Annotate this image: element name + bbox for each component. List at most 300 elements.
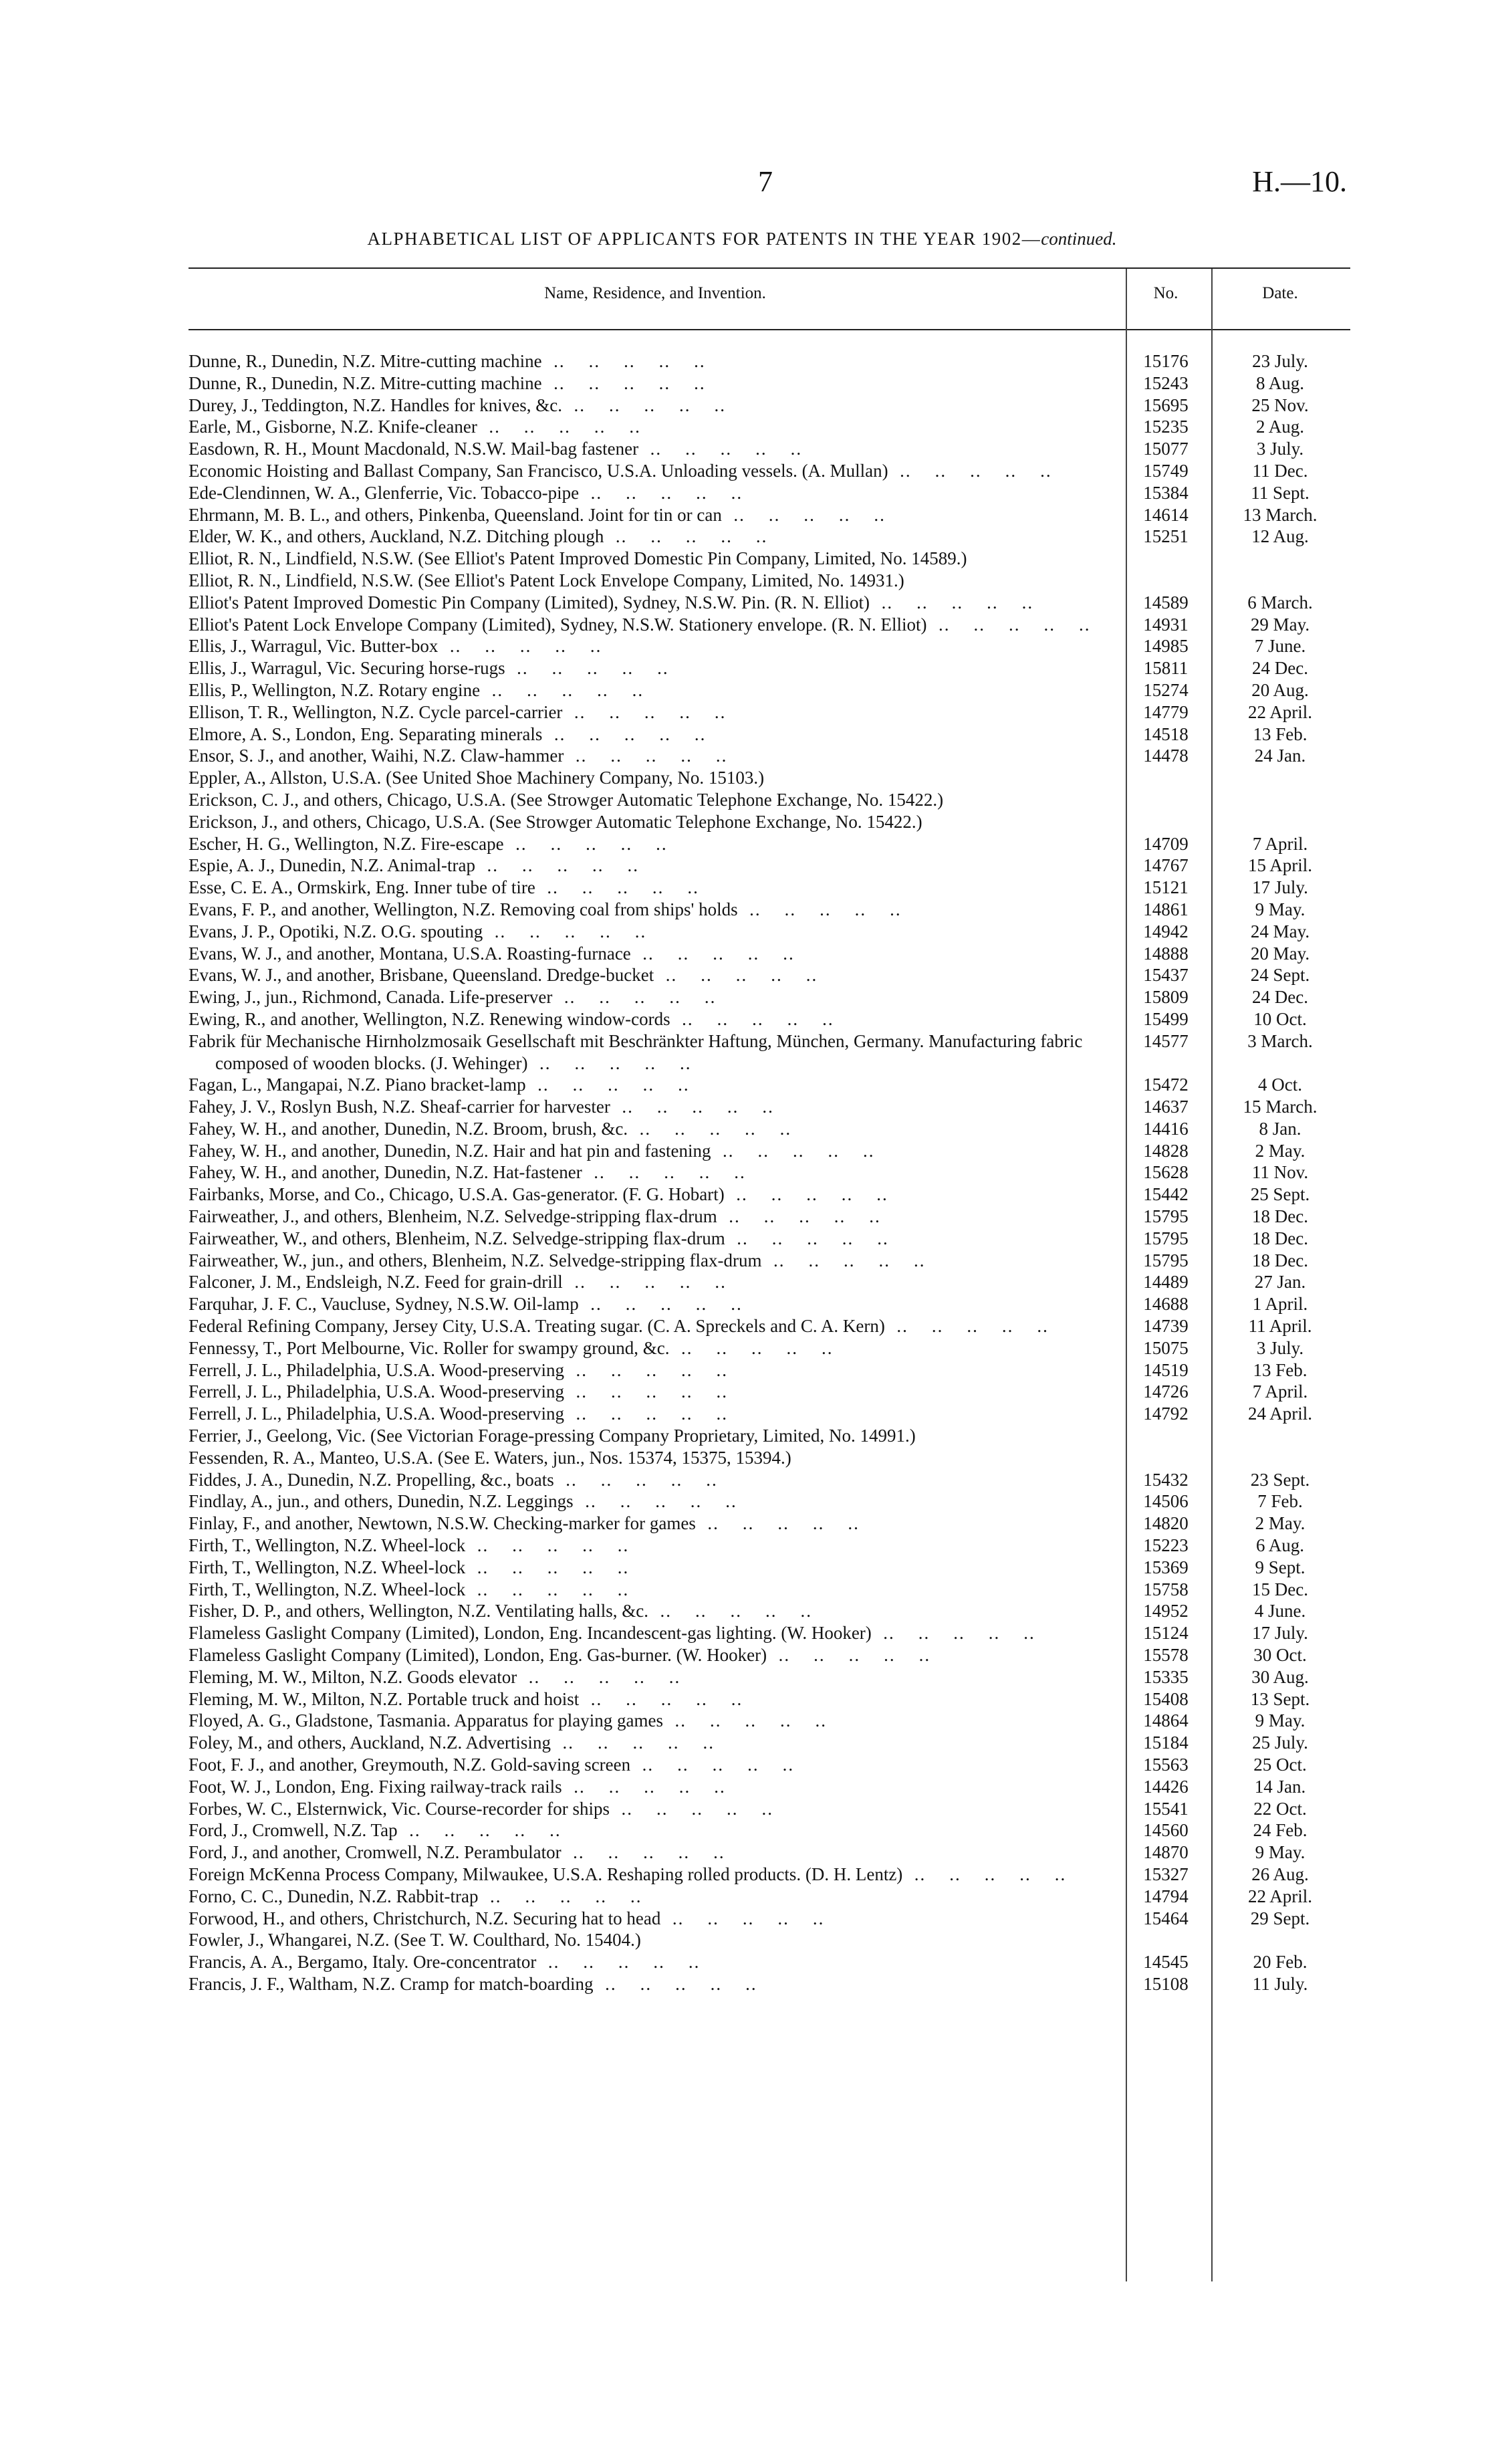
entry-name: Earle, M., Gisborne, N.Z. Knife-cleaner .. <box>189 416 1112 438</box>
entry-date: 4 Oct. <box>1258 1075 1302 1095</box>
entry-date: 24 May. <box>1250 921 1310 941</box>
applicant-list <box>189 350 1350 1995</box>
entry-number: 15628 <box>1143 1162 1189 1183</box>
entry-name: Fennessy, T., Port Melbourne, Vic. Roller for swampy ground, &c. .. <box>189 1337 1112 1359</box>
entry-name: Ferrell, J. L., Philadelphia, U.S.A. Wood-preserving .. <box>189 1381 1112 1403</box>
entry-name-cell <box>189 1293 1122 1315</box>
entry-date: 24 Dec. <box>1252 658 1308 679</box>
entry-number: 14792 <box>1143 1404 1189 1424</box>
entry-number <box>1122 1425 1210 1447</box>
entry-name-cell <box>189 1228 1122 1250</box>
entry-date: 13 Sept. <box>1250 1688 1310 1709</box>
list-item <box>189 526 1350 548</box>
entry-date: 20 Feb. <box>1253 1952 1308 1973</box>
entry-name-cell <box>189 1622 1122 1644</box>
entry-number: 14952 <box>1143 1601 1189 1621</box>
entry-number: 14820 <box>1143 1513 1189 1534</box>
list-item <box>189 1074 1350 1096</box>
entry-name: Elmore, A. S., London, Eng. Separating minerals .. <box>189 723 1112 746</box>
entry-number: 14779 <box>1143 701 1189 722</box>
entry-name-cell <box>189 1973 1122 1995</box>
entry-number: 14506 <box>1143 1491 1189 1512</box>
entry-number: 14478 <box>1143 746 1189 766</box>
entry-name: Esse, C. E. A., Ormskirk, Eng. Inner tube of tire .. <box>189 877 1112 899</box>
entry-number: 14739 <box>1143 1316 1189 1337</box>
list-item <box>189 548 1350 570</box>
entry-date: 24 Jan. <box>1254 746 1306 766</box>
entry-name: Ellis, J., Warragul, Vic. Butter-box .. <box>189 635 1112 657</box>
entry-name: Fahey, W. H., and another, Dunedin, N.Z. Hair and hat pin and fastening .. <box>189 1140 1112 1162</box>
list-item <box>189 679 1350 701</box>
entry-name: Fleming, M. W., Milton, N.Z. Goods elevator .. <box>189 1666 1112 1688</box>
list-item <box>189 592 1350 614</box>
entry-number: 15384 <box>1143 482 1189 503</box>
list-item <box>189 1754 1350 1776</box>
entry-date: 2 Aug. <box>1255 417 1304 437</box>
entry-name: Ewing, J., jun., Richmond, Canada. Life-preserver .. <box>189 986 1112 1008</box>
list-item <box>189 1140 1350 1162</box>
entry-number: 14545 <box>1143 1952 1189 1973</box>
entry-number: 14519 <box>1143 1359 1189 1380</box>
entry-date: 15 March. <box>1243 1097 1318 1117</box>
list-item <box>189 723 1350 746</box>
entry-name-cell <box>189 372 1122 395</box>
entry-date: 11 Sept. <box>1251 482 1310 503</box>
entry-date: 3 March. <box>1247 1030 1313 1051</box>
entry-name: Ferrell, J. L., Philadelphia, U.S.A. Wood-preserving .. <box>189 1403 1112 1425</box>
entry-date: 8 Aug. <box>1255 372 1304 393</box>
list-item <box>189 372 1350 395</box>
entry-name-cell <box>189 1513 1122 1535</box>
entry-name-cell <box>189 1732 1122 1754</box>
entry-date: 15 Dec. <box>1252 1579 1308 1599</box>
entry-number: 15758 <box>1143 1579 1189 1599</box>
list-item <box>189 767 1350 789</box>
entry-number: 14767 <box>1143 855 1189 876</box>
entry-date: 9 May. <box>1255 1842 1306 1863</box>
list-item <box>189 745 1350 767</box>
entry-number: 14637 <box>1143 1097 1189 1117</box>
list-item <box>189 1579 1350 1601</box>
entry-number: 15335 <box>1143 1666 1189 1687</box>
entry-number: 14888 <box>1143 943 1189 964</box>
entry-name-cell <box>189 395 1122 417</box>
entry-number <box>1122 1447 1210 1469</box>
entry-date: 6 March. <box>1247 592 1313 612</box>
list-item <box>189 921 1350 943</box>
entry-date: 17 July. <box>1252 877 1308 898</box>
entry-name-cell <box>189 1184 1122 1206</box>
entry-name: Dunne, R., Dunedin, N.Z. Mitre-cutting machine .. <box>189 350 1112 372</box>
entry-date: 25 July. <box>1252 1732 1308 1753</box>
entry-name: Evans, F. P., and another, Wellington, N.Z. Removing coal from ships' holds .. <box>189 899 1112 921</box>
entry-name: Fessenden, R. A., Manteo, U.S.A. (See E. Waters, jun., Nos. 15374, 15375, 15394.) <box>189 1447 791 1468</box>
entry-date: 7 Feb. <box>1257 1491 1303 1512</box>
entry-name-cell <box>189 1096 1122 1118</box>
entry-name: Forbes, W. C., Elsternwick, Vic. Course-recorder for ships .. <box>189 1798 1112 1820</box>
entry-name: Ferrell, J. L., Philadelphia, U.S.A. Wood-preserving .. <box>189 1359 1112 1381</box>
entry-date <box>1210 1929 1350 1951</box>
entry-date <box>1210 811 1350 833</box>
entry-name-cell <box>189 1315 1122 1337</box>
entry-date: 17 July. <box>1252 1623 1308 1644</box>
entry-number: 15274 <box>1143 679 1189 700</box>
entry-name: Fleming, M. W., Milton, N.Z. Portable truck and hoist .. <box>189 1688 1112 1710</box>
entry-name: Evans, J. P., Opotiki, N.Z. O.G. spouting .. <box>189 921 1112 943</box>
entry-number: 15251 <box>1143 526 1189 547</box>
list-item <box>189 1008 1350 1030</box>
entry-number: 14614 <box>1143 504 1189 525</box>
entry-name: Fowler, J., Whangarei, N.Z. (See T. W. Coulthard, No. 15404.) <box>189 1930 641 1950</box>
entry-date: 13 Feb. <box>1253 723 1308 744</box>
entry-date: 29 Sept. <box>1250 1908 1310 1928</box>
entry-number: 15499 <box>1143 1008 1189 1029</box>
entry-number: 14828 <box>1143 1140 1189 1161</box>
entry-name-cell <box>189 767 1122 789</box>
entry-name: Ellis, P., Wellington, N.Z. Rotary engine .. <box>189 679 1112 701</box>
entry-date: 24 April. <box>1247 1404 1312 1424</box>
entry-name-cell <box>189 504 1122 526</box>
entry-name-cell <box>189 833 1122 855</box>
entry-name-cell <box>189 526 1122 548</box>
entry-name: Foley, M., and others, Auckland, N.Z. Advertising .. <box>189 1732 1112 1754</box>
entry-date: 24 Sept. <box>1250 965 1310 986</box>
entry-name-cell <box>189 1469 1122 1491</box>
column-header-name: Name, Residence, and Invention. <box>544 284 766 302</box>
entry-name: Fagan, L., Mangapai, N.Z. Piano bracket-lamp .. <box>189 1074 1112 1096</box>
list-item <box>189 1798 1350 1820</box>
entry-name-cell <box>189 416 1122 438</box>
entry-date: 13 Feb. <box>1253 1359 1308 1380</box>
entry-name: Erickson, C. J., and others, Chicago, U.S.A. (See Strowger Automatic Telephone Exchange, No. 15422.) <box>189 789 944 810</box>
entry-name-cell <box>189 1250 1122 1272</box>
list-item <box>189 1908 1350 1930</box>
entry-name: Elliot's Patent Lock Envelope Company (Limited), Sydney, N.S.W. Stationery envelope. (R. N. Elliot) .. <box>189 614 1112 636</box>
entry-name-cell <box>189 1776 1122 1798</box>
list-item <box>189 1732 1350 1754</box>
list-item <box>189 855 1350 877</box>
entry-name-cell <box>189 1908 1122 1930</box>
entry-name-cell <box>189 1074 1122 1096</box>
entry-date: 26 Aug. <box>1251 1864 1309 1884</box>
entry-name-cell <box>189 1600 1122 1622</box>
entry-date: 3 July. <box>1256 1337 1304 1358</box>
entry-name-cell <box>189 921 1122 943</box>
list-item <box>189 1403 1350 1425</box>
entry-date: 27 Jan. <box>1254 1272 1306 1293</box>
entry-date: 7 April. <box>1252 833 1308 854</box>
entry-number <box>1122 789 1210 811</box>
entry-number: 15795 <box>1143 1206 1189 1227</box>
entry-name: Foot, W. J., London, Eng. Fixing railway-track rails .. <box>189 1776 1112 1798</box>
entry-name-cell <box>189 1535 1122 1557</box>
entry-date: 9 May. <box>1255 899 1306 919</box>
entry-name: Ferrier, J., Geelong, Vic. (See Victorian Forage-pressing Company Proprietary, Limited, No. 14991.) <box>189 1426 916 1446</box>
entry-name: Farquhar, J. F. C., Vaucluse, Sydney, N.S.W. Oil-lamp .. <box>189 1293 1112 1315</box>
entry-date: 3 July. <box>1256 439 1304 459</box>
entry-date <box>1210 789 1350 811</box>
list-item <box>189 1710 1350 1732</box>
entry-name-cell <box>189 877 1122 899</box>
entry-name-cell <box>189 1403 1122 1425</box>
entry-date: 15 April. <box>1247 855 1312 876</box>
entry-number: 14864 <box>1143 1710 1189 1731</box>
column-header-date: Date. <box>1262 284 1298 302</box>
entry-number: 15124 <box>1143 1623 1189 1644</box>
list-item <box>189 1819 1350 1841</box>
entry-number: 15223 <box>1143 1535 1189 1556</box>
entry-number: 14985 <box>1143 636 1189 657</box>
list-item <box>189 986 1350 1008</box>
list-item <box>189 1161 1350 1184</box>
entry-name-cell <box>189 1140 1122 1162</box>
entry-name-cell <box>189 1819 1122 1841</box>
entry-name-cell <box>189 679 1122 701</box>
entry-name: Easdown, R. H., Mount Macdonald, N.S.W. Mail-bag fastener .. <box>189 438 1112 460</box>
entry-name: Ford, J., Cromwell, N.Z. Tap .. <box>189 1819 1112 1841</box>
entry-name: Firth, T., Wellington, N.Z. Wheel-lock .. <box>189 1557 1112 1579</box>
entry-number: 14560 <box>1143 1820 1189 1841</box>
list-item <box>189 877 1350 899</box>
page-title <box>187 229 1297 249</box>
entry-date: 24 Dec. <box>1252 987 1308 1008</box>
list-item <box>189 1293 1350 1315</box>
entry-name: Fisher, D. P., and others, Wellington, N.Z. Ventilating halls, &c. .. <box>189 1600 1112 1622</box>
entry-number: 15121 <box>1143 877 1189 898</box>
entry-number <box>1122 767 1210 789</box>
entry-number <box>1122 548 1210 570</box>
entry-number: 15408 <box>1143 1688 1189 1709</box>
list-item <box>189 1206 1350 1228</box>
entry-name-cell <box>189 899 1122 921</box>
list-item <box>189 943 1350 965</box>
entry-number: 15809 <box>1143 987 1189 1008</box>
list-item <box>189 1535 1350 1557</box>
entry-name: Fahey, J. V., Roslyn Bush, N.Z. Sheaf-carrier for harvester .. <box>189 1096 1112 1118</box>
entry-date: 2 May. <box>1255 1140 1306 1161</box>
entry-date <box>1210 548 1350 570</box>
entry-name-cell <box>189 1798 1122 1820</box>
entry-number: 14688 <box>1143 1294 1189 1315</box>
entry-number: 15235 <box>1143 417 1189 437</box>
entry-name: Fairweather, W., jun., and others, Blenheim, N.Z. Selvedge-stripping flax-drum .. <box>189 1250 1112 1272</box>
entry-number: 14942 <box>1143 921 1189 941</box>
entry-name: Elder, W. K., and others, Auckland, N.Z. Ditching plough .. <box>189 526 1112 548</box>
list-item <box>189 1666 1350 1688</box>
entry-date: 18 Dec. <box>1252 1228 1308 1248</box>
entry-name-cell <box>189 1161 1122 1184</box>
entry-name: Ford, J., and another, Cromwell, N.Z. Perambulator .. <box>189 1841 1112 1864</box>
entry-date: 25 Nov. <box>1251 395 1309 415</box>
entry-name-cell <box>189 1557 1122 1579</box>
entry-date: 1 April. <box>1252 1294 1308 1315</box>
list-item <box>189 1096 1350 1118</box>
list-item <box>189 1688 1350 1710</box>
entry-number: 15563 <box>1143 1755 1189 1775</box>
list-item <box>189 1864 1350 1886</box>
entry-number: 15184 <box>1143 1732 1189 1753</box>
entry-number: 14726 <box>1143 1381 1189 1402</box>
entry-name-cell <box>189 657 1122 679</box>
list-item <box>189 1622 1350 1644</box>
entry-name: Fabrik für Mechanische Hirnholzmosaik Gesellschaft mit Beschränkter Haftung, München, Germany. Manufacturing fabric composed of wooden blocks. (J. Wehinger) .. <box>189 1030 1112 1075</box>
entry-date <box>1210 767 1350 789</box>
list-item <box>189 657 1350 679</box>
entry-number: 15176 <box>1143 351 1189 371</box>
entry-number: 15075 <box>1143 1337 1189 1358</box>
entry-name-cell <box>189 1447 1122 1469</box>
entry-name-cell <box>189 1644 1122 1666</box>
entry-date: 13 March. <box>1243 504 1318 525</box>
entry-number: 15541 <box>1143 1798 1189 1819</box>
entry-name: Elliot, R. N., Lindfield, N.S.W. (See Elliot's Patent Improved Domestic Pin Company, Limited, No. 14589.) <box>189 548 967 569</box>
entry-date: 11 Nov. <box>1251 1162 1309 1183</box>
entry-name-cell <box>189 1710 1122 1732</box>
header-bottom-rule <box>189 329 1350 330</box>
entry-name: Economic Hoisting and Ballast Company, San Francisco, U.S.A. Unloading vessels. (A. Mullan) .. <box>189 460 1112 482</box>
entry-name-cell <box>189 570 1122 592</box>
entry-date: 22 April. <box>1247 701 1312 722</box>
entry-number: 15077 <box>1143 439 1189 459</box>
entry-date: 8 Jan. <box>1259 1118 1301 1139</box>
entry-name: Fahey, W. H., and another, Dunedin, N.Z. Hat-fastener .. <box>189 1161 1112 1184</box>
entry-name-cell <box>189 460 1122 482</box>
entry-name: Elliot's Patent Improved Domestic Pin Company (Limited), Sydney, N.S.W. Pin. (R. N. Elliot) .. <box>189 592 1112 614</box>
list-item <box>189 1841 1350 1864</box>
entry-name: Forno, C. C., Dunedin, N.Z. Rabbit-trap .. <box>189 1886 1112 1908</box>
entry-date: 24 Feb. <box>1253 1820 1308 1841</box>
entry-name-cell <box>189 350 1122 372</box>
entry-name-cell <box>189 943 1122 965</box>
list-item <box>189 1118 1350 1140</box>
entry-name-cell <box>189 1490 1122 1513</box>
entry-name: Eppler, A., Allston, U.S.A. (See United Shoe Machinery Company, No. 15103.) <box>189 768 765 788</box>
entry-date: 11 Dec. <box>1252 460 1308 481</box>
entry-name-cell <box>189 1579 1122 1601</box>
entry-number: 15811 <box>1143 658 1189 679</box>
entry-name: Firth, T., Wellington, N.Z. Wheel-lock .. <box>189 1535 1112 1557</box>
entry-name-cell <box>189 1666 1122 1688</box>
entry-name: Espie, A. J., Dunedin, N.Z. Animal-trap .. <box>189 855 1112 877</box>
entry-date: 22 April. <box>1247 1886 1312 1906</box>
list-item <box>189 504 1350 526</box>
entry-name-cell <box>189 1381 1122 1403</box>
entry-name-cell <box>189 614 1122 636</box>
list-item <box>189 1315 1350 1337</box>
entry-name-cell <box>189 1864 1122 1886</box>
list-item <box>189 1951 1350 1973</box>
entry-date: 11 April. <box>1248 1316 1312 1337</box>
entry-name-cell <box>189 1886 1122 1908</box>
entry-name: Evans, W. J., and another, Montana, U.S.A. Roasting-furnace .. <box>189 943 1112 965</box>
entry-name: Fairweather, J., and others, Blenheim, N.Z. Selvedge-stripping flax-drum .. <box>189 1206 1112 1228</box>
entry-name: Firth, T., Wellington, N.Z. Wheel-lock .. <box>189 1579 1112 1601</box>
entry-date: 11 July. <box>1252 1973 1308 1994</box>
entry-number: 15472 <box>1143 1075 1189 1095</box>
entry-name: Erickson, J., and others, Chicago, U.S.A. (See Strowger Automatic Telephone Exchange, No. 15422.) <box>189 811 922 832</box>
entry-number: 15695 <box>1143 395 1189 415</box>
entry-name: Fairbanks, Morse, and Co., Chicago, U.S.A. Gas-generator. (F. G. Hobart) .. <box>189 1184 1112 1206</box>
list-item <box>189 701 1350 723</box>
entry-name: Foot, F. J., and another, Greymouth, N.Z. Gold-saving screen .. <box>189 1754 1112 1776</box>
entry-name: Ehrmann, M. B. L., and others, Pinkenba, Queensland. Joint for tin or can .. <box>189 504 1112 526</box>
column-header-no: No. <box>1153 284 1178 302</box>
entry-date: 4 June. <box>1254 1601 1306 1621</box>
entry-number: 15437 <box>1143 965 1189 986</box>
list-item <box>189 635 1350 657</box>
entry-date: 12 Aug. <box>1251 526 1309 547</box>
entry-number: 15749 <box>1143 460 1189 481</box>
list-item <box>189 1381 1350 1403</box>
entry-name-cell <box>189 635 1122 657</box>
entry-name-cell <box>189 1929 1122 1951</box>
entry-date: 6 Aug. <box>1255 1535 1304 1556</box>
entry-name: Finlay, F., and another, Newtown, N.S.W. Checking-marker for games .. <box>189 1513 1112 1535</box>
entry-number: 14416 <box>1143 1118 1189 1139</box>
entry-number: 14589 <box>1143 592 1189 612</box>
list-item <box>189 1359 1350 1381</box>
list-item <box>189 1776 1350 1798</box>
entry-date <box>1210 1425 1350 1447</box>
list-item <box>189 1557 1350 1579</box>
entry-name: Flameless Gaslight Company (Limited), London, Eng. Incandescent-gas lighting. (W. Hooker) .. <box>189 1622 1112 1644</box>
entry-number: 15108 <box>1143 1973 1189 1994</box>
entry-name: Findlay, A., jun., and others, Dunedin, N.Z. Leggings .. <box>189 1490 1112 1513</box>
list-item <box>189 1973 1350 1995</box>
entry-name: Federal Refining Company, Jersey City, U.S.A. Treating sugar. (C. A. Spreckels and C. A. Kern) .. <box>189 1315 1112 1337</box>
entry-name-cell <box>189 1688 1122 1710</box>
entry-number: 15243 <box>1143 372 1189 393</box>
list-item <box>189 438 1350 460</box>
entry-name: Falconer, J. M., Endsleigh, N.Z. Feed for grain-drill .. <box>189 1271 1112 1293</box>
entry-number <box>1122 1929 1210 1951</box>
list-item <box>189 614 1350 636</box>
entry-number: 15442 <box>1143 1184 1189 1205</box>
entry-name: Fahey, W. H., and another, Dunedin, N.Z. Broom, brush, &c. .. <box>189 1118 1112 1140</box>
entry-number: 14709 <box>1143 833 1189 854</box>
entry-date: 18 Dec. <box>1252 1250 1308 1270</box>
entry-name: Durey, J., Teddington, N.Z. Handles for knives, &c. .. <box>189 395 1112 417</box>
entry-name-cell <box>189 811 1122 833</box>
list-item <box>189 395 1350 417</box>
entry-name-cell <box>189 1754 1122 1776</box>
list-item <box>189 570 1350 592</box>
entry-name-cell <box>189 723 1122 746</box>
entry-name-cell <box>189 1337 1122 1359</box>
entry-name: Ensor, S. J., and another, Waihi, N.Z. Claw-hammer .. <box>189 745 1112 767</box>
entry-date: 18 Dec. <box>1252 1206 1308 1227</box>
entry-date: 29 May. <box>1250 614 1310 635</box>
entry-number: 15327 <box>1143 1864 1189 1884</box>
entry-name: Escher, H. G., Wellington, N.Z. Fire-escape .. <box>189 833 1112 855</box>
entry-name: Elliot, R. N., Lindfield, N.S.W. (See Elliot's Patent Lock Envelope Company, Limited, No. 14931.) <box>189 570 904 590</box>
entry-date: 14 Jan. <box>1254 1776 1306 1797</box>
page-number: 7 <box>758 165 773 198</box>
list-item <box>189 1644 1350 1666</box>
entry-name-cell <box>189 855 1122 877</box>
entry-name-cell <box>189 1008 1122 1030</box>
list-item <box>189 833 1350 855</box>
entry-number: 14794 <box>1143 1886 1189 1906</box>
header-top-rule <box>189 267 1350 269</box>
list-item <box>189 416 1350 438</box>
entry-number: 14518 <box>1143 723 1189 744</box>
title-continued: continued. <box>1041 229 1117 249</box>
entry-number: 14489 <box>1143 1272 1189 1293</box>
entry-number: 14426 <box>1143 1776 1189 1797</box>
list-item <box>189 899 1350 921</box>
entry-name: Ede-Clendinnen, W. A., Glenferrie, Vic. Tobacco-pipe .. <box>189 482 1112 504</box>
